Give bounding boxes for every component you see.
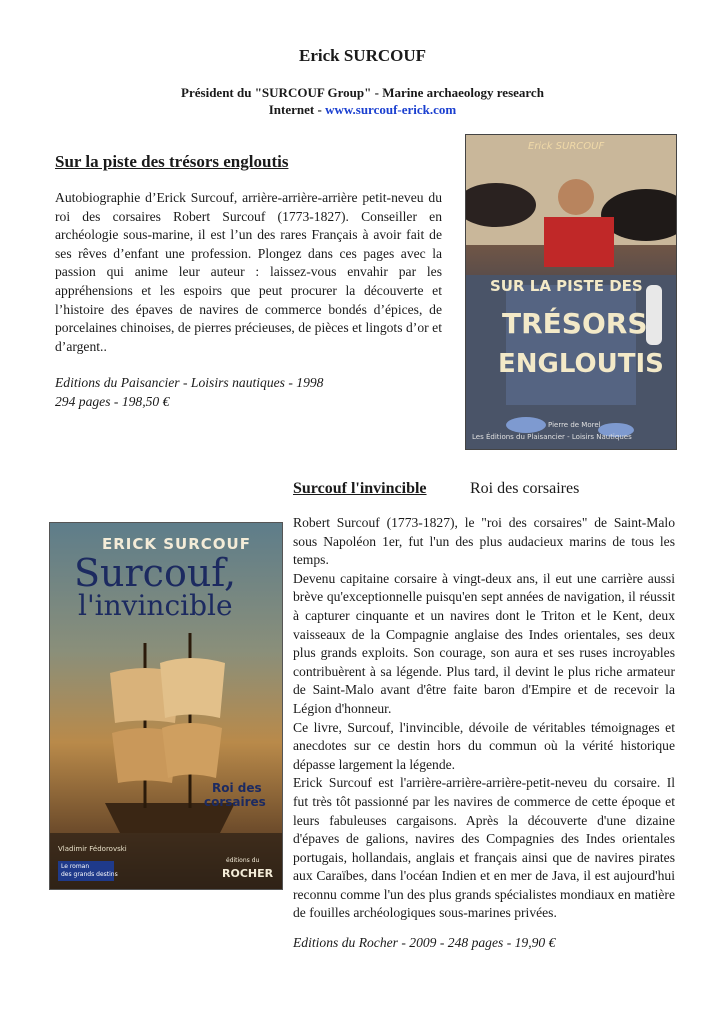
book1-cover-line1: SUR LA PISTE DES (490, 277, 643, 295)
website-prefix: Internet - (268, 102, 326, 117)
book2-subtitle: Roi des corsaires (470, 480, 580, 497)
book2-cover-subtitle2: corsaires (204, 795, 266, 809)
website-line (0, 102, 725, 118)
book2-cover-subtitle1: Roi des (212, 781, 262, 795)
book1-publication (55, 374, 445, 411)
book2-paragraph: Erick Surcouf est l'arrière-arrière-arrière-petit-neveu du corsaire. Il fut très tôt passionné par les navires de commerce de cette époque et leurs fabuleuses cargaisons. Après la découverte d'une dizaine d'épaves de galions, navires des Compagnies des Indes orientales portugais, hollandais, anglais et français ainsi que de navires pirates aux Caraïbes, dans l'océan Indien et en mer de Java, il est aujourd'hui reconnu comme l'un des plus grands spécialistes mondiaux en matière de fouilles archéologiques sous-marines privées. (293, 775, 675, 921)
book1-cover-line3: ENGLOUTIS (498, 349, 664, 379)
book1-cover-image (465, 134, 677, 450)
book1-publisher: Editions du Paisancier - Loisirs nautiques - 1998 (55, 375, 324, 390)
book2-cover-title1: Surcouf, (74, 551, 237, 595)
book1-description: Autobiographie d’Erick Surcouf, arrière-arrière-arrière petit-neveu du roi des corsaires Robert Surcouf (1773-1827). Conseiller en archéologie sous-marine, il est l’un des rares Français à avoir fait de ses rêves d’enfant une profession. Plongez dans ces pages avec la passion qui anime leur auteur : laissez-vous envahir par les appréhensions et les espoirs que peut procurer la découverte et l’histoire des épaves de navires de commerce bondés d’épices, de porcelaines chinoises, de pierres précieuses, de pièces et lingots d’or et d’argent.. (55, 190, 442, 354)
website-link[interactable]: www.surcouf-erick.com (325, 102, 457, 117)
author-name: Erick SURCOUF (298, 46, 427, 65)
book1-title: Sur la piste des trésors engloutis (55, 152, 289, 171)
book2-cover-collection1: Le roman (61, 863, 90, 870)
book1-cover-footer1: Pierre de Morel (548, 421, 601, 429)
book2-cover-author: ERICK SURCOUF (102, 535, 251, 553)
book1-cover-author: Erick SURCOUF (528, 141, 605, 152)
book2-cover-image (49, 522, 283, 890)
book2-cover-preface: Vladimir Fédorovski (58, 845, 127, 853)
book1-cover-line2: TRÉSORS (502, 307, 648, 340)
book2-cover-title2: l'invincible (78, 589, 233, 622)
book2-title: Surcouf l'invincible (293, 480, 427, 497)
book2-cover-collection2: des grands destins (61, 871, 118, 878)
book2-paragraph: Ce livre, Surcouf, l'invincible, dévoile de véritables témoignages et anecdotes sur ce destin hors du commun où la vérité historique dépasse largement la légende. (293, 719, 675, 772)
book2-cover-publisher1: éditions du (226, 857, 260, 864)
book1-cover-footer2: Les Éditions du Plaisancier - Loisirs Nautiques (472, 433, 632, 441)
book1-details: 294 pages - 198,50 € (55, 393, 170, 409)
book2-description (293, 514, 675, 923)
author-role: Président du "SURCOUF Group" - Marine archaeology research (181, 85, 544, 100)
book2-paragraph: Devenu capitaine corsaire à vingt-deux ans, il eut une carrière aussi brève qu'exceptionnelle puisqu'en sept années de navigation, il réussit à capturer cinquante et un navires dont le Triton et le Kent, deux vaisseaux de la Compagnie anglaise des Indes orientales, ses deux plus grands exploits. Son courage, son aura et ses ruses incroyables contribuèrent à sa légende. Plus tard, il devint le plus riche armateur de Saint-Malo avant d'être faite baron d'Empire et de recevoir la Légion d'honneur. (293, 570, 675, 716)
book2-cover-publisher2: ROCHER (222, 867, 274, 880)
book2-paragraph: Robert Surcouf (1773-1827), le "roi des corsaires" de Saint-Malo sous Napoléon 1er, fut l'un des plus audacieux marins de tous les temps. (293, 515, 675, 568)
book2-publication: Editions du Rocher - 2009 - 248 pages - 19,90 € (293, 935, 556, 950)
